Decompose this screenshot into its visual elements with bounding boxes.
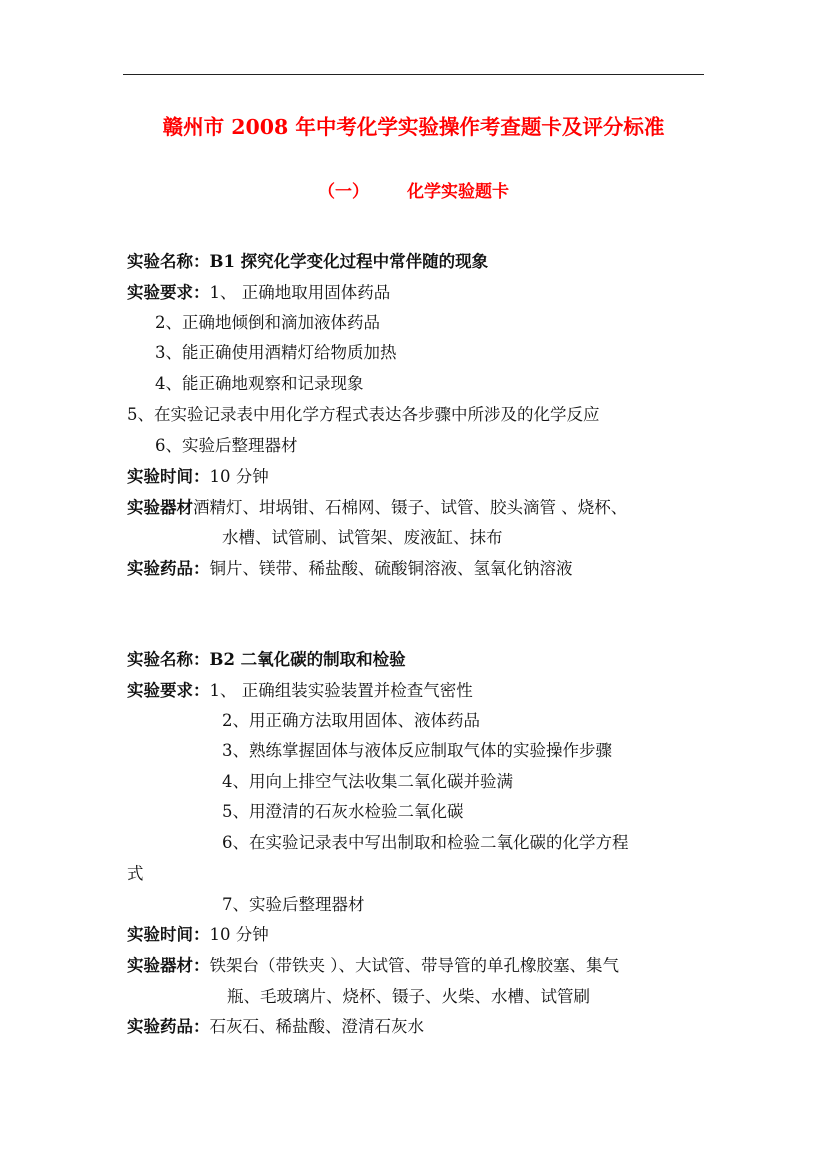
exp1-req-2: 2、正确地倾倒和滴加液体药品 (155, 313, 380, 332)
exp2-req-3: 3、熟练掌握固体与液体反应制取气体的实验操作步骤 (222, 741, 612, 760)
exp1-req-row (127, 281, 390, 305)
page-title: 赣州市 2008 年中考化学实验操作考查题卡及评分标准 (162, 115, 665, 139)
exp1-drug-label: 实验药品： (127, 559, 210, 578)
exp1-name-row (127, 250, 488, 274)
exp2-req-6: 6、在实验记录表中写出制取和检验二氧化碳的化学方程 (222, 833, 629, 852)
exp1-equip-1: 酒精灯、坩埚钳、石棉网、镊子、试管、胶头滴管 、烧杯、 (193, 498, 628, 517)
exp1-time: 10 分钟 (209, 467, 269, 486)
exp1-req-6: 6、实验后整理器材 (155, 436, 298, 455)
exp2-req-row (127, 679, 473, 703)
section-heading (0, 177, 827, 202)
section-title: 化学实验题卡 (407, 182, 509, 202)
exp1-name-label: 实验名称： (127, 252, 210, 271)
exp2-time-label: 实验时间： (127, 925, 210, 944)
exp2-drug-label: 实验药品： (127, 1017, 210, 1036)
exp1-time-label: 实验时间： (127, 467, 210, 486)
exp2-req-5: 5、用澄清的石灰水检验二氧化碳 (222, 802, 464, 821)
exp2-equip-label: 实验器材： (127, 956, 210, 975)
exp1-req-3: 3、能正确使用酒精灯给物质加热 (155, 343, 397, 362)
exp1-drug-row (127, 557, 573, 581)
exp2-time: 10 分钟 (209, 925, 269, 944)
header-rule (123, 74, 704, 75)
exp1-req-label: 实验要求： (127, 283, 210, 302)
exp1-req-5: 5、在实验记录表中用化学方程式表达各步骤中所涉及的化学反应 (127, 405, 600, 424)
exp2-equip-row (127, 954, 619, 978)
exp1-req-1: 1、 正确地取用固体药品 (209, 283, 391, 302)
exp1-equip-row (127, 496, 627, 520)
exp1-req-4: 4、能正确地观察和记录现象 (155, 374, 364, 393)
exp2-drug-row (127, 1015, 424, 1039)
exp2-time-row (127, 923, 269, 947)
exp2-name-label: 实验名称： (127, 650, 210, 669)
exp1-drug: 铜片、镁带、稀盐酸、硫酸铜溶液、氢氧化钠溶液 (209, 559, 573, 578)
exp1-equip-label: 实验器材 (127, 498, 193, 517)
exp2-equip-1: 铁架台（带铁夹 ）、大试管、带导管的单孔橡胶塞、集气 (209, 956, 619, 975)
exp2-req-label: 实验要求： (127, 681, 210, 700)
exp2-req-7: 7、实验后整理器材 (222, 895, 365, 914)
exp2-req-2: 2、用正确方法取用固体、液体药品 (222, 711, 480, 730)
exp2-equip-2: 瓶、毛玻璃片、烧杯、镊子、火柴、水槽、试管刷 (227, 987, 590, 1006)
exp2-req-1: 1、 正确组装实验装置并检查气密性 (209, 681, 473, 700)
exp2-req-6-wrap: 式 (127, 864, 144, 883)
exp1-equip-2: 水槽、试管刷、试管架、废液缸、抹布 (222, 528, 503, 547)
exp2-name: B2 二氧化碳的制取和检验 (209, 650, 406, 669)
exp1-name: B1 探究化学变化过程中常伴随的现象 (209, 252, 489, 271)
section-number: （一） (318, 182, 369, 202)
exp2-req-4: 4、用向上排空气法收集二氧化碳并验满 (222, 772, 513, 791)
exp2-name-row (127, 648, 406, 672)
exp1-time-row (127, 465, 269, 489)
exp2-drug: 石灰石、稀盐酸、澄清石灰水 (209, 1017, 424, 1036)
